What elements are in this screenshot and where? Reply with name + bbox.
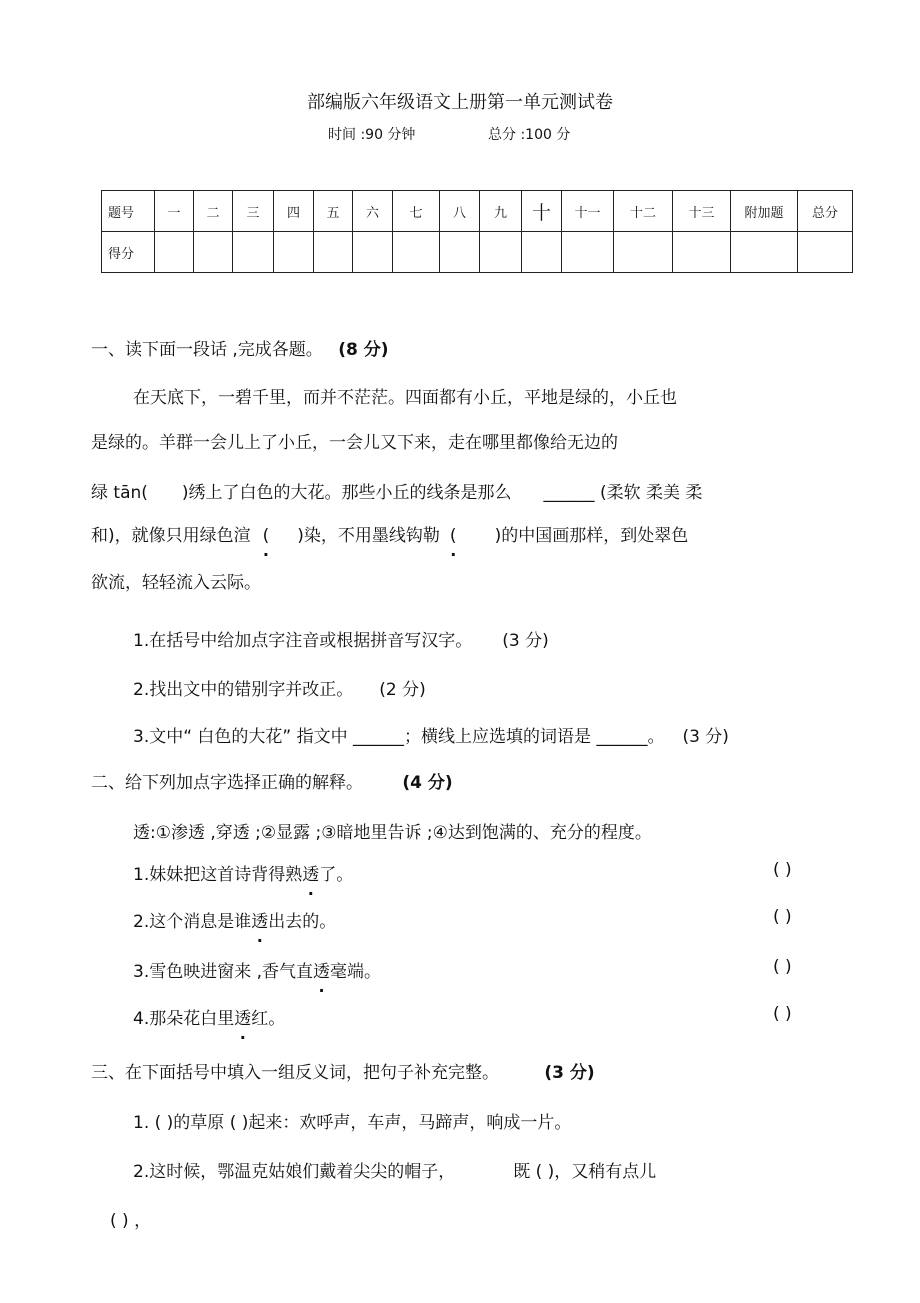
- q3-sentence-1: 1. ( )的草原 ( )起来：欢呼声，车声，马蹄声，响成一片。: [133, 1113, 572, 1133]
- q1-sub3: 3.文中“ 白色的大花” 指文中 ______；横线上应选填的词语是 ______。 (3 分): [133, 727, 729, 747]
- q2-item-2: 2.这个消息是谁透出去的。: [133, 912, 337, 932]
- q2-heading: 二、给下列加点字选择正确的解释。 (4 分): [91, 773, 453, 793]
- table-cell: 十一: [562, 191, 614, 232]
- table-cell: 题号: [102, 191, 155, 232]
- q3-sentence-2-cont: ( ) ，: [110, 1211, 152, 1231]
- table-cell: 二: [194, 191, 233, 232]
- score-table-header-row: [102, 191, 853, 232]
- q1-sub1: 1.在括号中给加点字注音或根据拼音写汉字。 (3 分): [133, 631, 549, 651]
- score-entry-cell[interactable]: [673, 232, 731, 273]
- score-entry-cell[interactable]: [562, 232, 614, 273]
- table-cell: 得分: [102, 232, 155, 273]
- table-cell: 十二: [614, 191, 673, 232]
- answer-box[interactable]: ( ): [773, 907, 792, 927]
- q1-sub2: 2.找出文中的错别字并改正。 (2 分): [133, 680, 426, 700]
- table-cell: 三: [233, 191, 274, 232]
- q2-points: (4 分): [402, 773, 453, 793]
- q2-item-1: 1.妹妹把这首诗背得熟透了。: [133, 865, 354, 885]
- answer-box[interactable]: ( ): [773, 957, 792, 977]
- answer-box[interactable]: ( ): [773, 860, 792, 880]
- score-entry-cell[interactable]: [480, 232, 522, 273]
- table-cell: 一: [155, 191, 194, 232]
- table-cell: 九: [480, 191, 522, 232]
- score-table: [101, 190, 853, 273]
- score-entry-cell[interactable]: [393, 232, 440, 273]
- score-entry-cell[interactable]: [155, 232, 194, 273]
- score-entry-cell[interactable]: [233, 232, 274, 273]
- dotted-blank[interactable]: ( .: [450, 526, 457, 546]
- score-entry-cell[interactable]: [274, 232, 314, 273]
- q3-sentence-2: 2.这时候，鄂温克姑娘们戴着尖尖的帽子， 既 ( )，又稍有点儿: [133, 1162, 657, 1182]
- table-cell: 八: [440, 191, 480, 232]
- q3-points: (3 分): [544, 1063, 595, 1083]
- passage-line-3: 绿 tān( )绣上了白色的大花。那些小丘的线条是那么 ______ (柔软 柔美 柔: [91, 483, 703, 503]
- q1-heading: 一、读下面一段话 ,完成各题。 (8 分): [91, 340, 389, 360]
- score-entry-cell[interactable]: [798, 232, 853, 273]
- score-entry-cell[interactable]: [614, 232, 673, 273]
- table-cell: 五: [314, 191, 353, 232]
- exam-total-score: 总分 :100 分: [488, 127, 571, 143]
- page-title: 部编版六年级语文上册第一单元测试卷: [307, 92, 613, 113]
- table-cell: 总分: [798, 191, 853, 232]
- score-entry-cell[interactable]: [194, 232, 233, 273]
- table-cell: 四: [274, 191, 314, 232]
- score-table-score-row: [102, 232, 853, 273]
- score-entry-cell[interactable]: [731, 232, 798, 273]
- table-cell: 附加题: [731, 191, 798, 232]
- passage-line-1: 在天底下，一碧千里，而并不茫茫。四面都有小丘，平地是绿的，小丘也: [133, 388, 677, 408]
- score-entry-cell[interactable]: [353, 232, 393, 273]
- q2-item-3: 3.雪色映进窗来 ,香气直透毫端。: [133, 962, 382, 982]
- passage-line-5: 欲流，轻轻流入云际。: [91, 573, 261, 593]
- dotted-blank[interactable]: ( .: [263, 526, 270, 546]
- q1-points: (8 分): [338, 340, 389, 360]
- passage-line-4: 和)，就像只用绿色渲 ( . )染，不用墨线钩勒 ( . )的中国画那样，到处翠色: [91, 521, 688, 546]
- exam-time: 时间 :90 分钟: [328, 127, 416, 143]
- score-entry-cell[interactable]: [440, 232, 480, 273]
- q3-heading: 三、在下面括号中填入一组反义词，把句子补充完整。 (3 分): [91, 1063, 595, 1083]
- score-entry-cell[interactable]: [314, 232, 353, 273]
- score-entry-cell[interactable]: [522, 232, 562, 273]
- passage-line-2: 是绿的。羊群一会儿上了小丘，一会儿又下来，走在哪里都像给无边的: [91, 433, 618, 453]
- answer-box[interactable]: ( ): [773, 1004, 792, 1024]
- table-cell: 十: [522, 191, 562, 232]
- table-cell: 六: [353, 191, 393, 232]
- q2-item-4: 4.那朵花白里透红。: [133, 1009, 286, 1029]
- table-cell: 七: [393, 191, 440, 232]
- q2-definitions: 透:①渗透 ,穿透 ;②显露 ;③暗地里告诉 ;④达到饱满的、充分的程度。: [133, 823, 652, 843]
- table-cell: 十三: [673, 191, 731, 232]
